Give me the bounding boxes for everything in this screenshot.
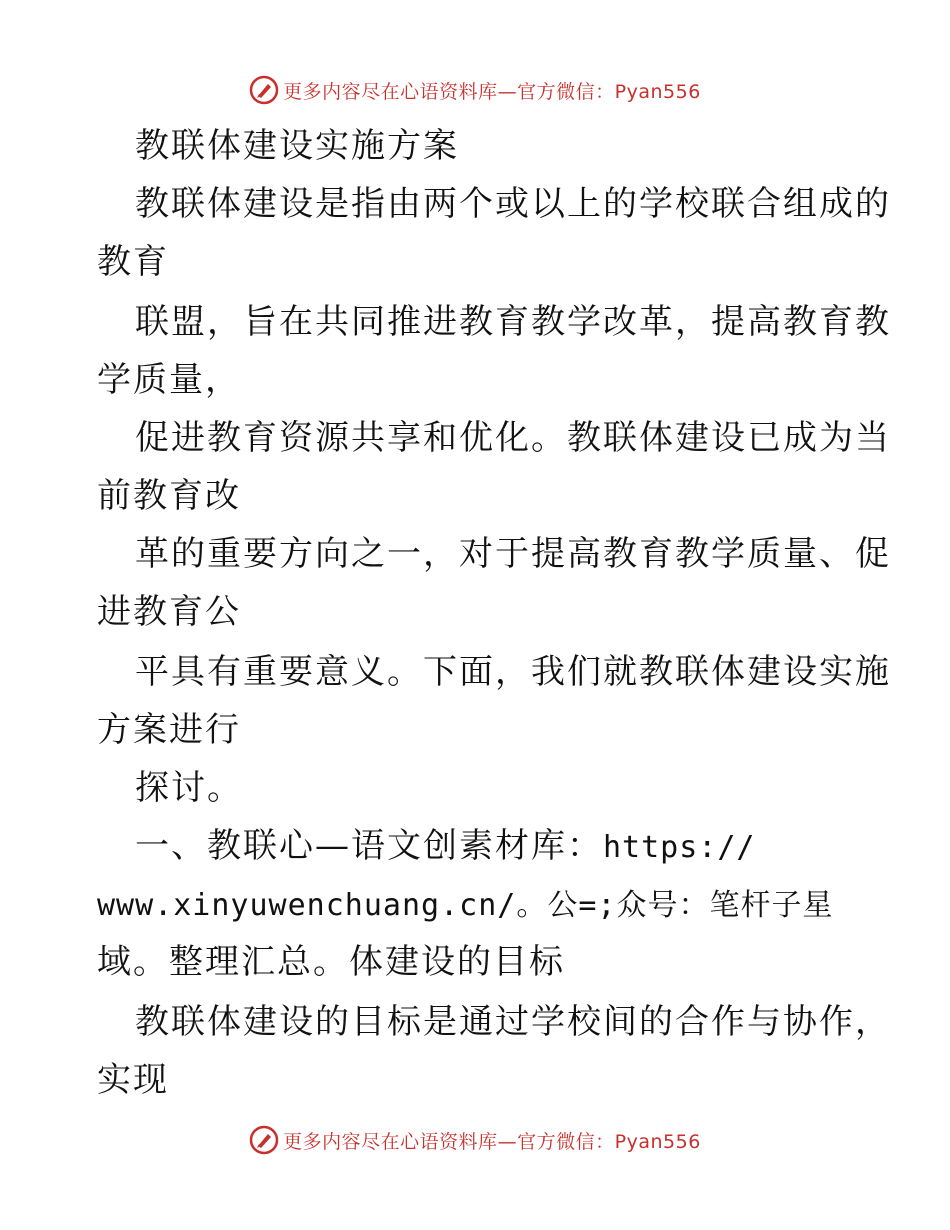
footer-banner (0, 1120, 950, 1160)
pen-seal-icon (249, 1125, 279, 1155)
footer-banner-text: 更多内容尽在心语资料库—官方微信：Pyan556 (283, 1130, 701, 1153)
pen-seal-icon (249, 75, 279, 105)
section-heading-text: 一、教联心—语文创素材库： (135, 826, 603, 866)
paragraph-line: 革的重要方向之一，对于提高教育教学质量、促 (135, 534, 891, 574)
paragraph-line: 平具有重要意义。下面，我们就教联体建设实施 (135, 652, 891, 692)
paragraph-line: 联盟，旨在共同推进教育教学改革，提高教育教 (135, 302, 891, 342)
paragraph-line: 促进教育资源共享和优化。教联体建设已成为当 (135, 418, 891, 458)
paragraph-line: 前教育改 (97, 476, 241, 516)
paragraph-line (97, 878, 833, 930)
url-fragment: https:// (603, 830, 756, 865)
paragraph-line: 教联体建设的目标是通过学校间的合作与协作， (135, 1002, 891, 1042)
paragraph-line: 学质量， (97, 360, 241, 400)
header-banner-text: 更多内容尽在心语资料库—官方微信：Pyan556 (283, 80, 701, 103)
paragraph-line: 探讨。 (135, 768, 243, 808)
document-title: 教联体建设实施方案 (135, 126, 459, 166)
paragraph-line: 教育 (97, 242, 169, 282)
paragraph-line: 进教育公 (97, 592, 241, 632)
paragraph-line: 域。整理汇总。体建设的目标 (97, 942, 565, 982)
paragraph-line: 教联体建设是指由两个或以上的学校联合组成的 (135, 184, 891, 224)
paragraph-line: 方案进行 (97, 710, 241, 750)
header-banner (0, 70, 950, 110)
url-line: www.xinyuwenchuang.cn/。公=;众号：笔杆子星 (97, 888, 834, 923)
section-heading-line (135, 820, 756, 872)
paragraph-line: 实现 (97, 1060, 169, 1100)
